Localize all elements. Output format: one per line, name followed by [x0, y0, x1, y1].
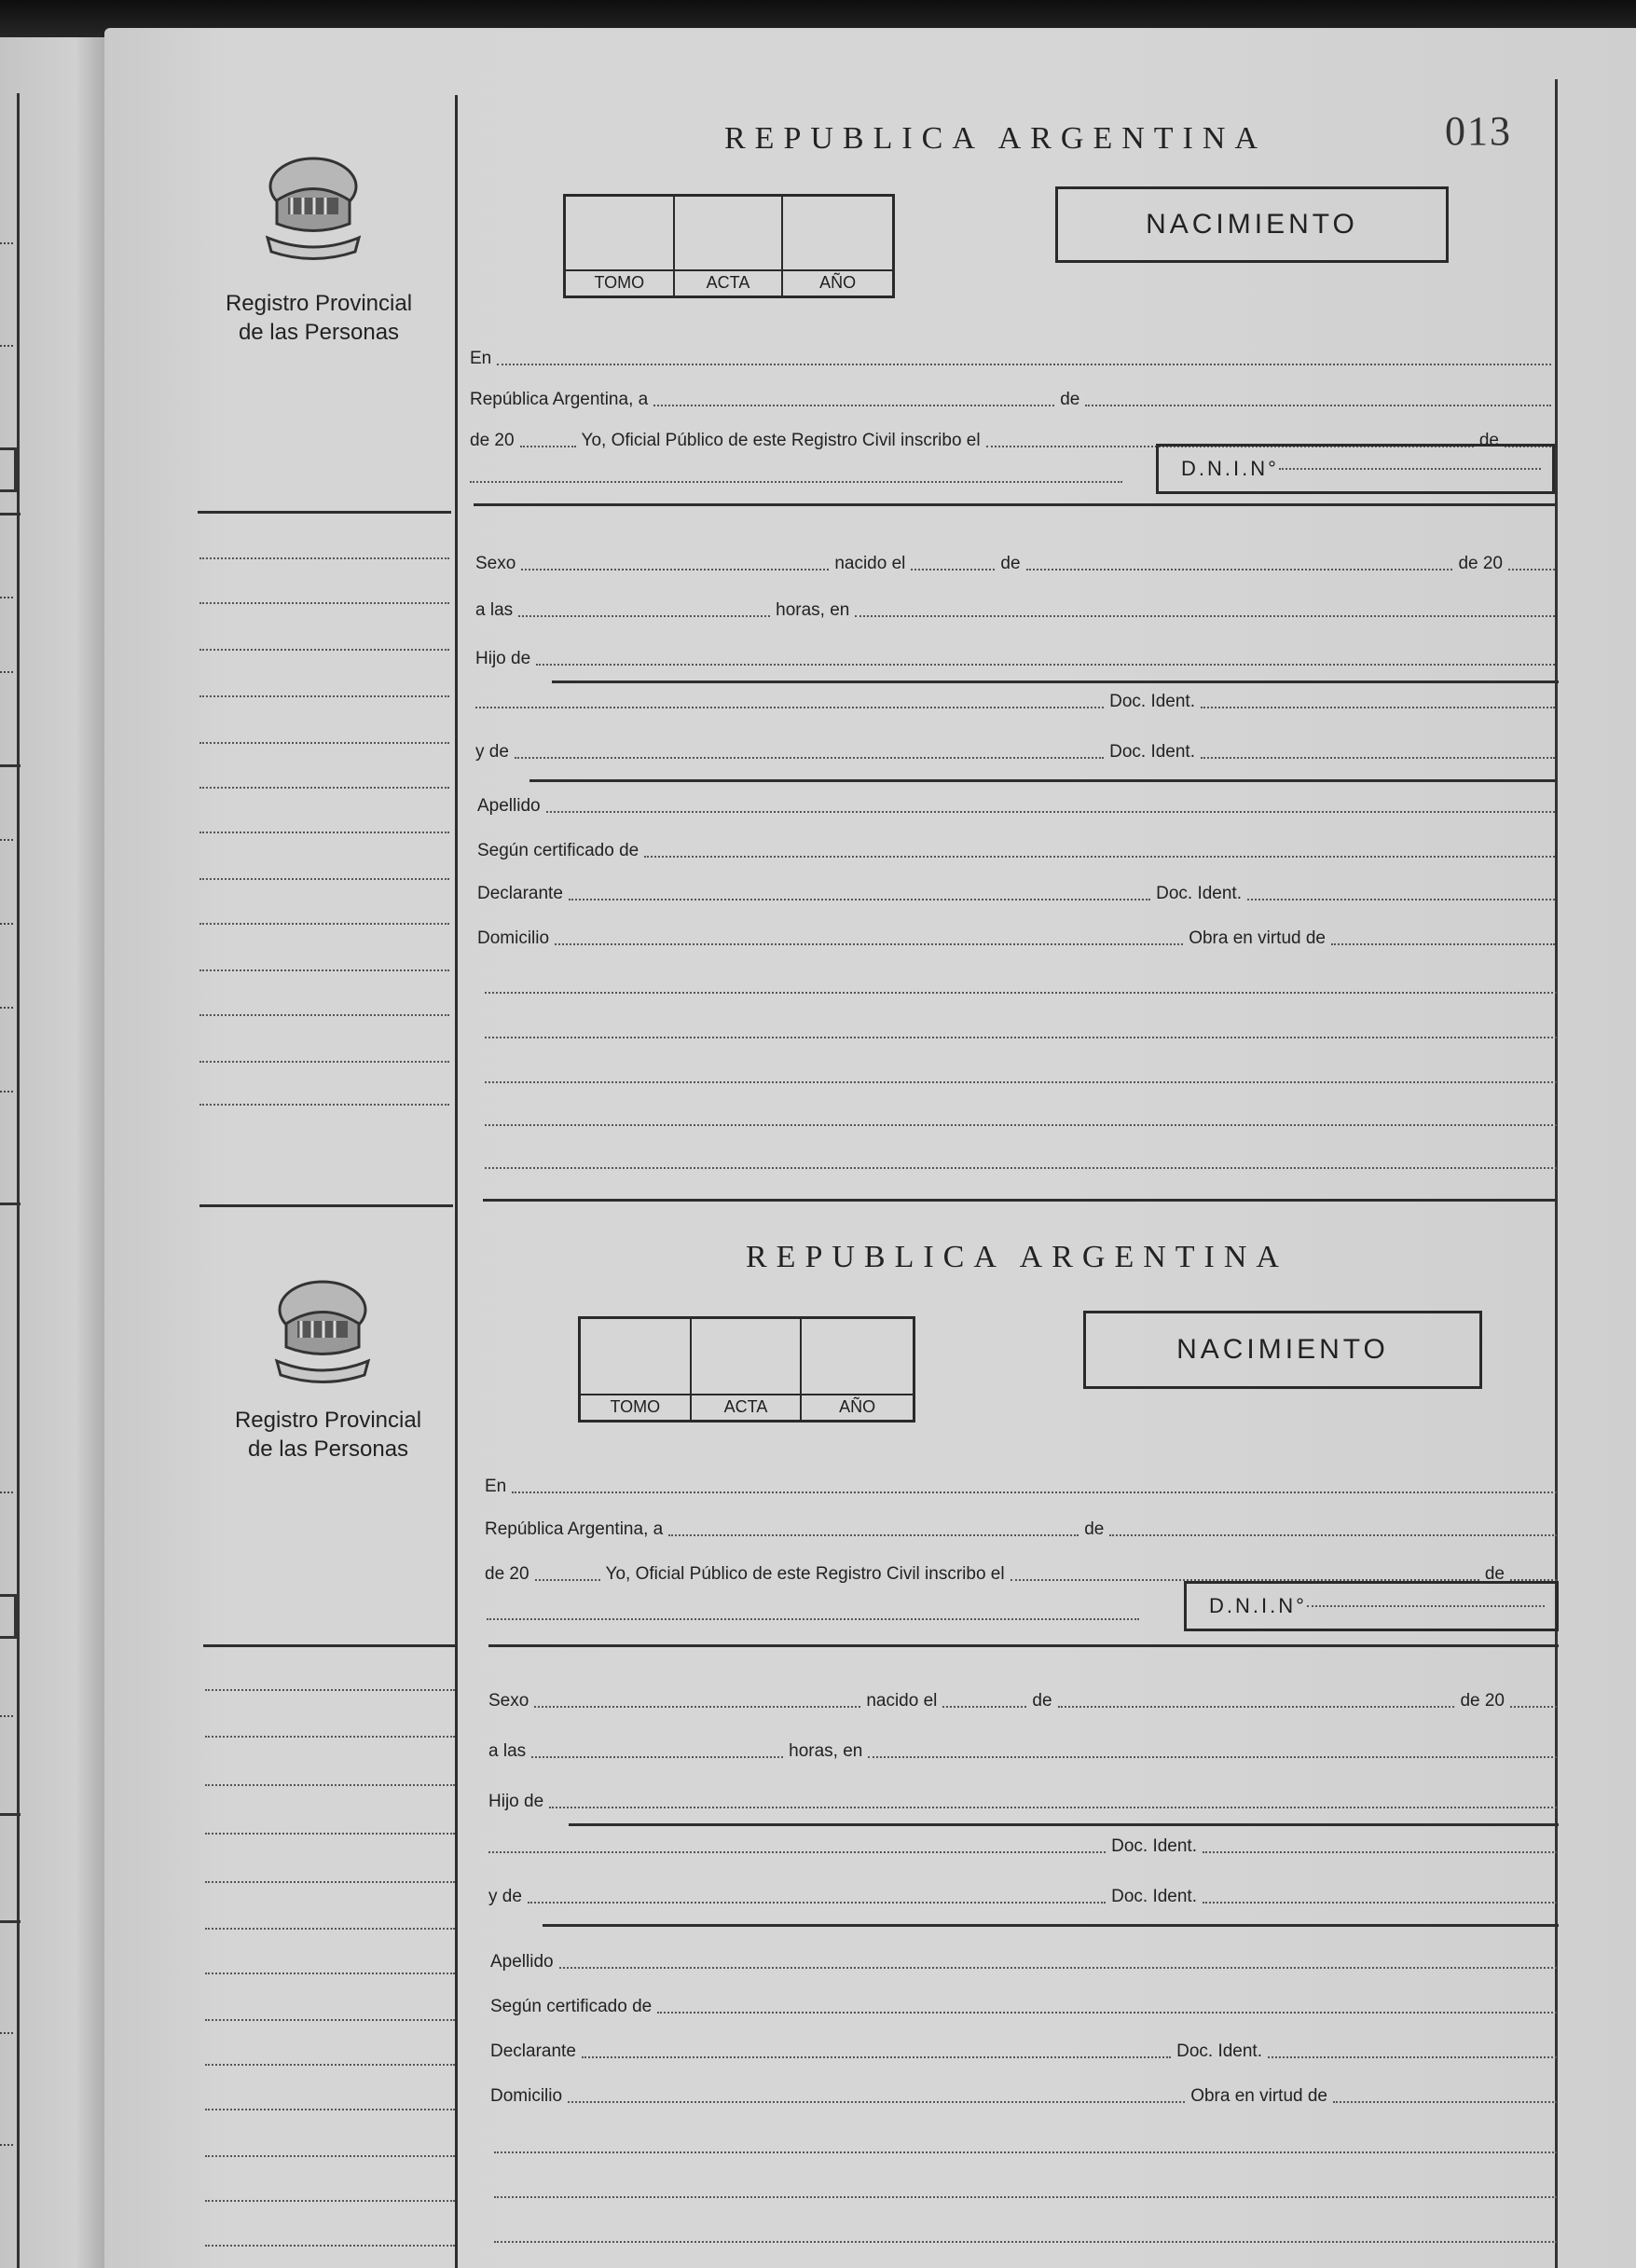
field-label: Doc. Ident. — [1109, 692, 1195, 711]
field-doc1 — [488, 1829, 1557, 1861]
field-domicilio — [477, 921, 1555, 953]
declarante-doc-input[interactable] — [1268, 2056, 1557, 2058]
field-label: nacido el — [866, 1691, 938, 1711]
stub-line — [205, 1833, 455, 1835]
acta-value-cell[interactable] — [675, 197, 784, 269]
stub-line — [199, 695, 449, 697]
en-input[interactable] — [497, 364, 1551, 365]
birth-day-input[interactable] — [942, 1706, 1026, 1708]
stub-line — [205, 1972, 455, 1974]
parent1-continued-input[interactable] — [488, 1851, 1106, 1853]
section-rule — [529, 779, 1557, 782]
field-label: Apellido — [477, 796, 541, 816]
field-y-de — [488, 1879, 1557, 1911]
page-edge-line — [0, 2032, 13, 2034]
page-edge-line — [0, 242, 13, 244]
apellido-input[interactable] — [546, 811, 1555, 813]
field-label: de 20 — [1458, 554, 1503, 573]
field-label: República Argentina, a — [485, 1519, 664, 1539]
section-rule — [474, 503, 1555, 506]
acta-value-cell[interactable] — [692, 1319, 803, 1394]
field-hijo-de — [475, 641, 1555, 673]
page-edge-line — [0, 671, 13, 673]
record-type-box: NACIMIENTO — [1055, 186, 1449, 263]
declarante-input[interactable] — [569, 899, 1150, 900]
field-label: Yo, Oficial Público de este Registro Civil inscribo el — [581, 431, 981, 450]
hour-input[interactable] — [518, 615, 770, 617]
field-hora — [488, 1734, 1557, 1766]
parent2-doc-input[interactable] — [1201, 757, 1555, 759]
stub-line — [199, 1061, 449, 1063]
notes-line[interactable] — [485, 1167, 1557, 1169]
month-input[interactable] — [1109, 1534, 1557, 1536]
en-input[interactable] — [512, 1491, 1557, 1493]
field-declarante — [490, 2034, 1557, 2066]
anio-value-cell[interactable] — [802, 1319, 913, 1394]
blank-line[interactable] — [470, 481, 1122, 483]
field-label: de — [1484, 1564, 1505, 1584]
birth-year-input[interactable] — [1510, 1706, 1557, 1708]
record-type-box: NACIMIENTO — [1083, 1311, 1482, 1389]
stub-line — [205, 2245, 455, 2247]
tomo-value-cell[interactable] — [566, 197, 675, 269]
field-label: Yo, Oficial Público de este Registro Civil inscribo el — [605, 1564, 1005, 1584]
field-label: Doc. Ident. — [1176, 2041, 1262, 2061]
page-edge-rule — [0, 1813, 21, 1816]
stub-line — [199, 969, 449, 971]
field-apellido — [490, 1945, 1557, 1976]
form-title: REPUBLICA ARGENTINA — [724, 121, 1267, 156]
field-label: de — [1060, 390, 1080, 409]
page-edge-rule — [17, 93, 20, 2268]
field-label: de — [1478, 431, 1499, 450]
birth-day-input[interactable] — [911, 569, 995, 570]
section-rule — [569, 1823, 1559, 1826]
stub-line — [199, 923, 449, 925]
page-number: 013 — [1445, 108, 1512, 154]
stub-line — [199, 742, 449, 744]
field-en — [470, 341, 1551, 373]
field-republica — [470, 382, 1551, 414]
field-domicilio — [490, 2079, 1557, 2110]
registry-name-line: de las Personas — [238, 320, 400, 345]
field-declarante — [477, 876, 1555, 908]
stub-line — [205, 1689, 455, 1691]
stub-line — [205, 1881, 455, 1883]
certificate-input[interactable] — [657, 2012, 1557, 2014]
birth-month-input[interactable] — [1058, 1706, 1455, 1708]
obra-input[interactable] — [1331, 943, 1555, 945]
stub-line — [205, 1784, 455, 1786]
stub-line — [205, 2200, 455, 2202]
stub-line — [199, 878, 449, 880]
tomo-label: TOMO — [581, 1394, 692, 1420]
page-edge-line — [0, 597, 13, 598]
field-label: a las — [475, 600, 514, 620]
field-label: nacido el — [834, 554, 906, 573]
field-label: Obra en virtud de — [1190, 2086, 1327, 2106]
parent2-input[interactable] — [515, 757, 1104, 759]
stub-line — [205, 1928, 455, 1930]
parent1-continued-input[interactable] — [475, 707, 1104, 708]
parent1-input[interactable] — [549, 1807, 1557, 1808]
stub-rule — [203, 1644, 455, 1647]
domicilio-input[interactable] — [555, 943, 1183, 945]
notes-line[interactable] — [494, 2196, 1557, 2198]
dni-input[interactable] — [1279, 468, 1541, 470]
stub-rule — [198, 511, 451, 514]
page-edge-line — [0, 1091, 13, 1093]
field-label: Sexo — [475, 554, 516, 573]
field-label: Doc. Ident. — [1156, 884, 1242, 903]
stub-line — [199, 832, 449, 833]
notes-line[interactable] — [485, 1081, 1557, 1083]
notes-line[interactable] — [494, 2151, 1557, 2153]
form-separator — [483, 1199, 1557, 1202]
parent1-doc-input[interactable] — [1203, 1851, 1557, 1853]
page-edge-rule — [0, 1203, 21, 1205]
stub-line — [199, 1014, 449, 1016]
field-label: Obra en virtud de — [1189, 928, 1326, 948]
blank-line[interactable] — [487, 1618, 1139, 1620]
page-edge-line — [0, 1007, 13, 1009]
year-input[interactable] — [520, 446, 576, 447]
acta-label: ACTA — [675, 269, 784, 296]
field-label: de — [1000, 554, 1021, 573]
place-input[interactable] — [868, 1756, 1557, 1758]
sexo-input[interactable] — [534, 1706, 860, 1708]
place-input[interactable] — [855, 615, 1555, 617]
field-label: de 20 — [485, 1564, 529, 1584]
registry-name-line: Registro Provincial — [234, 1408, 422, 1433]
field-label: Declarante — [490, 2041, 576, 2061]
field-label: Hijo de — [475, 649, 531, 668]
year-input[interactable] — [535, 1579, 600, 1581]
field-label: Apellido — [490, 1952, 554, 1972]
field-segun — [490, 1989, 1557, 2021]
field-en — [485, 1469, 1557, 1501]
field-label: y de — [475, 742, 509, 762]
page-edge-rule — [0, 764, 21, 767]
field-label: a las — [488, 1741, 527, 1761]
registration-grid — [563, 194, 895, 298]
page-edge-rule — [0, 1920, 21, 1923]
page-edge-rule — [0, 513, 21, 515]
registry-name-line: de las Personas — [247, 1436, 409, 1462]
field-hora — [475, 593, 1555, 625]
declarante-input[interactable] — [582, 2056, 1171, 2058]
stub-line — [199, 649, 449, 651]
field-label: Declarante — [477, 884, 563, 903]
page-edge-line — [0, 839, 13, 841]
notes-line[interactable] — [494, 2241, 1557, 2243]
notes-line[interactable] — [485, 992, 1557, 994]
stub-line — [205, 2155, 455, 2157]
dni-label: D.N.I.N° — [1181, 457, 1279, 480]
dni-input[interactable] — [1307, 1605, 1545, 1607]
hour-input[interactable] — [531, 1756, 783, 1758]
right-margin-rule — [1555, 79, 1558, 2268]
anio-label: AÑO — [783, 269, 892, 296]
field-label: Sexo — [488, 1691, 529, 1711]
month-input[interactable] — [1085, 405, 1551, 406]
page-edge-box — [0, 447, 17, 492]
register-page — [104, 28, 1636, 2268]
field-doc1 — [475, 684, 1555, 716]
field-label: de 20 — [1460, 1691, 1505, 1711]
dni-box — [1184, 1581, 1559, 1631]
tomo-label: TOMO — [566, 269, 675, 296]
field-label: de — [1032, 1691, 1052, 1711]
field-label: Según certificado de — [490, 1997, 653, 2016]
field-label: y de — [488, 1887, 522, 1906]
stub-line — [199, 602, 449, 604]
parent2-doc-input[interactable] — [1203, 1902, 1557, 1904]
parent1-input[interactable] — [536, 664, 1555, 666]
birth-month-input[interactable] — [1026, 569, 1453, 570]
parent1-doc-input[interactable] — [1201, 707, 1555, 708]
stub-line — [205, 1736, 455, 1738]
stub-line — [199, 1104, 449, 1106]
birth-year-input[interactable] — [1508, 569, 1555, 570]
previous-page-edge — [0, 37, 110, 2268]
field-y-de — [475, 735, 1555, 766]
anio-value-cell[interactable] — [783, 197, 892, 269]
field-label: Domicilio — [477, 928, 550, 948]
stub-line — [199, 787, 449, 789]
section-rule — [552, 680, 1559, 683]
page-edge-line — [0, 1715, 13, 1717]
stub-line — [199, 557, 449, 559]
stub-line — [205, 2064, 455, 2066]
stub-line — [205, 2109, 455, 2110]
page-edge-line — [0, 1491, 13, 1493]
stub-rule — [199, 1204, 453, 1207]
section-rule — [488, 1644, 1559, 1647]
page-edge-line — [0, 345, 13, 347]
field-label: Hijo de — [488, 1792, 544, 1811]
domicilio-input[interactable] — [568, 2101, 1185, 2103]
page-edge-box — [0, 1594, 17, 1639]
field-sexo — [488, 1684, 1557, 1715]
certificate-input[interactable] — [644, 856, 1555, 858]
field-label: de — [1084, 1519, 1105, 1539]
registry-name — [188, 289, 449, 347]
field-sexo — [475, 546, 1555, 578]
day-input[interactable] — [653, 405, 1054, 406]
parent2-input[interactable] — [528, 1902, 1106, 1904]
province-seal-icon — [268, 1272, 378, 1389]
field-label: Doc. Ident. — [1111, 1836, 1197, 1856]
declarante-doc-input[interactable] — [1247, 899, 1555, 900]
dni-label: D.N.I.N° — [1209, 1594, 1307, 1617]
day-input[interactable] — [668, 1534, 1079, 1536]
tomo-value-cell[interactable] — [581, 1319, 692, 1394]
field-label: horas, en — [789, 1741, 863, 1761]
field-hijo-de — [488, 1784, 1557, 1816]
field-label: horas, en — [776, 600, 850, 620]
anio-label: AÑO — [802, 1394, 913, 1420]
page-edge-line — [0, 923, 13, 925]
field-label: Según certificado de — [477, 841, 639, 860]
sexo-input[interactable] — [521, 569, 829, 570]
province-seal-icon — [258, 149, 368, 266]
notes-line[interactable] — [485, 1037, 1557, 1038]
dni-box — [1156, 444, 1555, 494]
acta-label: ACTA — [692, 1394, 803, 1420]
apellido-input[interactable] — [559, 1967, 1557, 1969]
field-label: En — [485, 1477, 507, 1496]
section-rule — [543, 1924, 1559, 1927]
obra-input[interactable] — [1333, 2101, 1557, 2103]
field-label: Domicilio — [490, 2086, 563, 2106]
field-apellido — [477, 789, 1555, 820]
notes-line[interactable] — [485, 1124, 1557, 1126]
field-republica — [485, 1512, 1557, 1544]
field-label: Doc. Ident. — [1111, 1887, 1197, 1906]
column-divider — [455, 95, 458, 2268]
field-label: En — [470, 349, 492, 368]
form-title: REPUBLICA ARGENTINA — [746, 1240, 1288, 1274]
registration-grid — [578, 1316, 915, 1423]
stub-line — [205, 2019, 455, 2021]
page-edge-line — [0, 2144, 13, 2146]
field-segun — [477, 833, 1555, 865]
registry-name-line: Registro Provincial — [225, 291, 413, 316]
field-label: Doc. Ident. — [1109, 742, 1195, 762]
field-label: de 20 — [470, 431, 515, 450]
registry-name — [198, 1406, 459, 1464]
field-label: República Argentina, a — [470, 390, 649, 409]
